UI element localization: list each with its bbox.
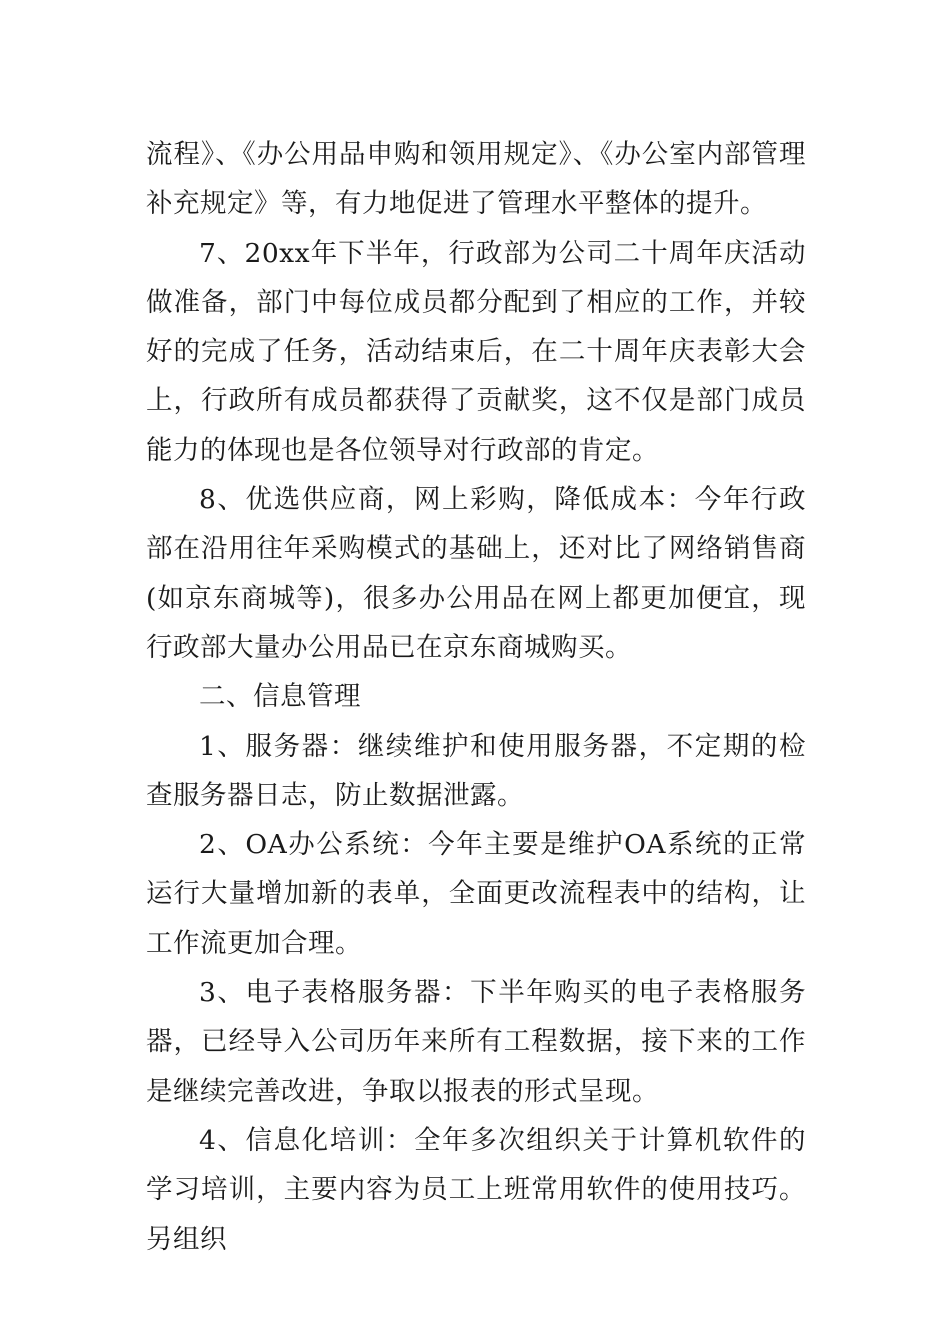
- paragraph-continuation: 流程》、《办公用品申购和领用规定》、《办公室内部管理补充规定》等，有力地促进了管理水平整体的提升。: [146, 139, 806, 220]
- paragraph-item-2: 2、OA办公系统：今年主要是维护OA系统的正常运行大量增加新的表单，全面更改流程表中的结构，让工作流更加合理。: [146, 829, 806, 959]
- paragraph-item-3: 3、电子表格服务器：下半年购买的电子表格服务器，已经导入公司历年来所有工程数据，接下来的工作是继续完善改进，争取以报表的形式呈现。: [146, 977, 806, 1107]
- section-heading-information-management: 二、信息管理: [199, 681, 361, 713]
- paragraph-item-4: 4、信息化培训：全年多次组织关于计算机软件的学习培训，主要内容为员工上班常用软件的使用技巧。另组织: [146, 1124, 806, 1255]
- paragraph-item-7: 7、20xx年下半年，行政部为公司二十周年庆活动做准备，部门中每位成员都分配到了相应的工作，并较好的完成了任务，活动结束后，在二十周年庆表彰大会上，行政所有成员都获得了贡献奖，这不仅是部门成员能力的体现也是各位领导对行政部的肯定。: [146, 237, 806, 466]
- paragraph-item-1: 1、服务器：继续维护和使用服务器，不定期的检查服务器日志，防止数据泄露。: [146, 730, 806, 811]
- paragraph-item-8: 8、优选供应商，网上彩购，降低成本：今年行政部在沿用往年采购模式的基础上，还对比了网络销售商(如京东商城等)，很多办公用品在网上都更加便宜，现行政部大量办公用品已在京东商城购买。: [146, 484, 806, 663]
- document-body: [146, 130, 806, 1264]
